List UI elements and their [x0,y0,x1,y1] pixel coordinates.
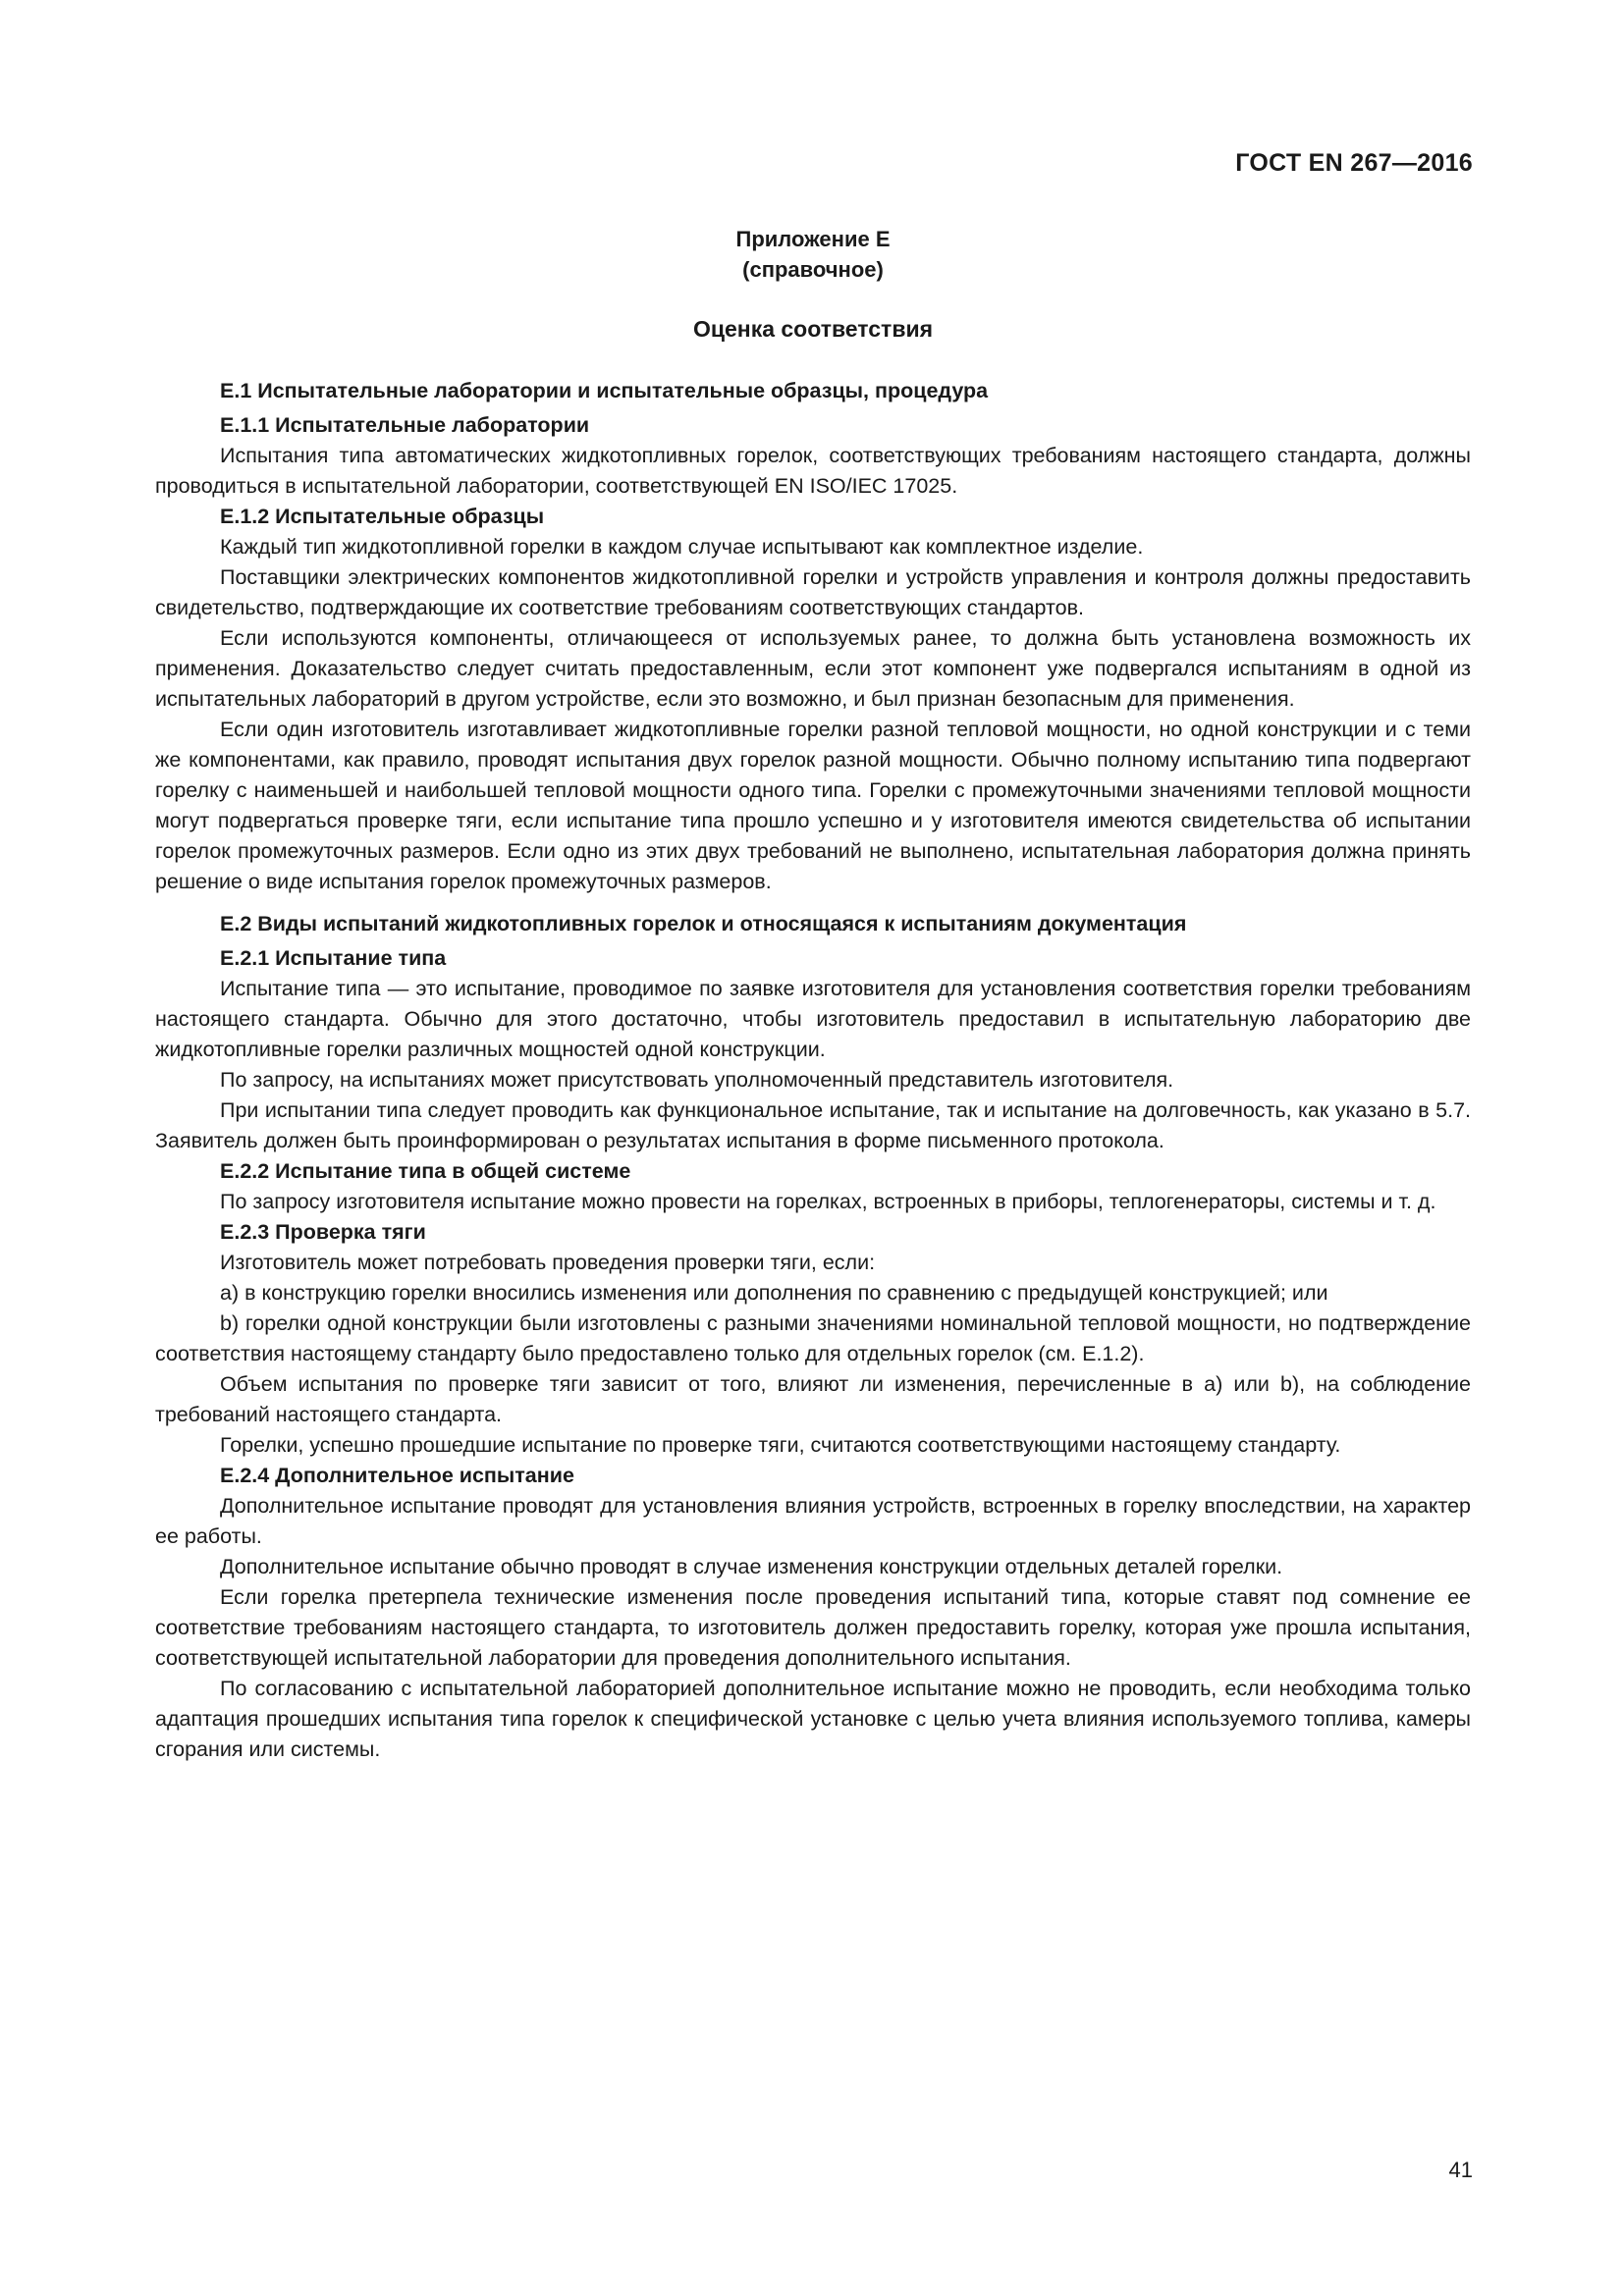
subsection-e1-2 [155,502,1471,897]
list-item: b) горелки одной конструкции были изготовлены с разными значениями номинальной тепловой мощности, но подтверждение соответствия настоящему стандарту было предоставлено только для отдельных горелок (см. Е.1.2). [155,1311,1471,1365]
document-code: ГОСТ EN 267—2016 [1235,149,1473,177]
paragraph: Изготовитель может потребовать проведения проверки тяги, если: [220,1251,876,1274]
paragraph: Если горелка претерпела технические изменения после проведения испытаний типа, которые ставят под сомнение ее соответствие требованиям настоящего стандарта, то изготовитель должен предоставить горелку, которая уже прошла испытания, соответствующей испытательной лаборатории для проведения дополнительного испытания. [155,1585,1471,1670]
subsection-title: Е.1.2 Испытательные образцы [220,505,545,528]
paragraph: Испытания типа автоматических жидкотопливных горелок, соответствующих требованиям настоящего стандарта, должны проводиться в испытательной лаборатории, соответствующей EN ISO/IEC 17025. [155,444,1471,498]
paragraph: По согласованию с испытательной лабораторией дополнительное испытание можно не проводить, если необходима только адаптация прошедших испытания типа горелок к специфической установке с целью учета влияния используемого топлива, камеры сгорания или системы. [155,1677,1471,1761]
section-e1 [155,376,1471,897]
annex-type: (справочное) [742,257,884,282]
section-title: Е.2 Виды испытаний жидкотопливных горелок и относящаяся к испытаниям документация [220,912,1187,935]
subsection-e2-2 [155,1156,1471,1217]
subsection-e2-3 [155,1217,1471,1461]
paragraph: Каждый тип жидкотопливной горелки в каждом случае испытывают как комплектное изделие. [220,535,1144,559]
page-number: 41 [1448,2158,1473,2182]
paragraph: По запросу, на испытаниях может присутствовать уполномоченный представитель изготовителя. [220,1068,1174,1092]
paragraph: Горелки, успешно прошедшие испытание по проверке тяги, считаются соответствующими настоящему стандарту. [220,1433,1341,1457]
paragraph: При испытании типа следует проводить как функциональное испытание, так и испытание на долговечность, как указано в 5.7. Заявитель должен быть проинформирован о результатах испытания в форме письменного протокола. [155,1098,1471,1152]
subsection-e2-4 [155,1461,1471,1765]
section-title: Е.1 Испытательные лаборатории и испытательные образцы, процедура [220,379,989,402]
subsection-title: Е.2.2 Испытание типа в общей системе [220,1159,631,1183]
subsection-title: Е.2.4 Дополнительное испытание [220,1464,574,1487]
paragraph: Дополнительное испытание обычно проводят в случае изменения конструкции отдельных деталей горелки. [220,1555,1283,1578]
section-e2 [155,909,1471,1765]
annex-title: Приложение Е [735,227,891,251]
paragraph: Испытание типа — это испытание, проводимое по заявке изготовителя для установления соответствия горелки требованиям настоящего стандарта. Обычно для этого достаточно, чтобы изготовитель предоставил в испытательную лабораторию две жидкотопливные горелки различных мощностей одной конструкции. [155,977,1471,1061]
subsection-e1-1 [155,410,1471,502]
subsection-title: Е.2.3 Проверка тяги [220,1220,426,1244]
subsection-title: Е.2.1 Испытание типа [220,946,447,970]
paragraph: Если используются компоненты, отличающееся от используемых ранее, то должна быть установлена возможность их применения. Доказательство следует считать предоставленным, если этот компонент уже подвергался испытаниям в одной из испытательных лабораторий в другом устройстве, если это возможно, и был признан безопасным для применения. [155,626,1471,711]
subsection-e2-1 [155,943,1471,1156]
paragraph: Дополнительное испытание проводят для установления влияния устройств, встроенных в горелку впоследствии, на характер ее работы. [155,1494,1471,1548]
paragraph: Если один изготовитель изготавливает жидкотопливные горелки разной тепловой мощности, но одной конструкции и с теми же компонентами, как правило, проводят испытания двух горелок разной мощности. Обычно полному испытанию типа подвергают горелку с наименьшей и наибольшей тепловой мощности одного типа. Горелки с промежуточными значениями тепловой мощности могут подвергаться проверке тяги, если испытание типа прошло успешно и у изготовителя имеются свидетельства об испытании горелок промежуточных размеров. Если одно из этих двух требований не выполнено, испытательная лаборатория должна принять решение о виде испытания горелок промежуточных размеров. [155,718,1471,893]
paragraph: По запросу изготовителя испытание можно провести на горелках, встроенных в приборы, теплогенераторы, системы и т. д. [220,1190,1436,1213]
list-item: a) в конструкцию горелки вносились изменения или дополнения по сравнению с предыдущей конструкцией; или [220,1281,1328,1305]
page-content [155,224,1471,1765]
annex-heading: Оценка соответствия [692,316,934,342]
subsection-title: Е.1.1 Испытательные лаборатории [220,413,590,437]
paragraph: Объем испытания по проверке тяги зависит от того, влияют ли изменения, перечисленные в a) или b), на соблюдение требований настоящего стандарта. [155,1372,1471,1426]
paragraph: Поставщики электрических компонентов жидкотопливной горелки и устройств управления и контроля должны предоставить свидетельство, подтверждающие их соответствие требованиям соответствующих стандартов. [155,565,1471,619]
